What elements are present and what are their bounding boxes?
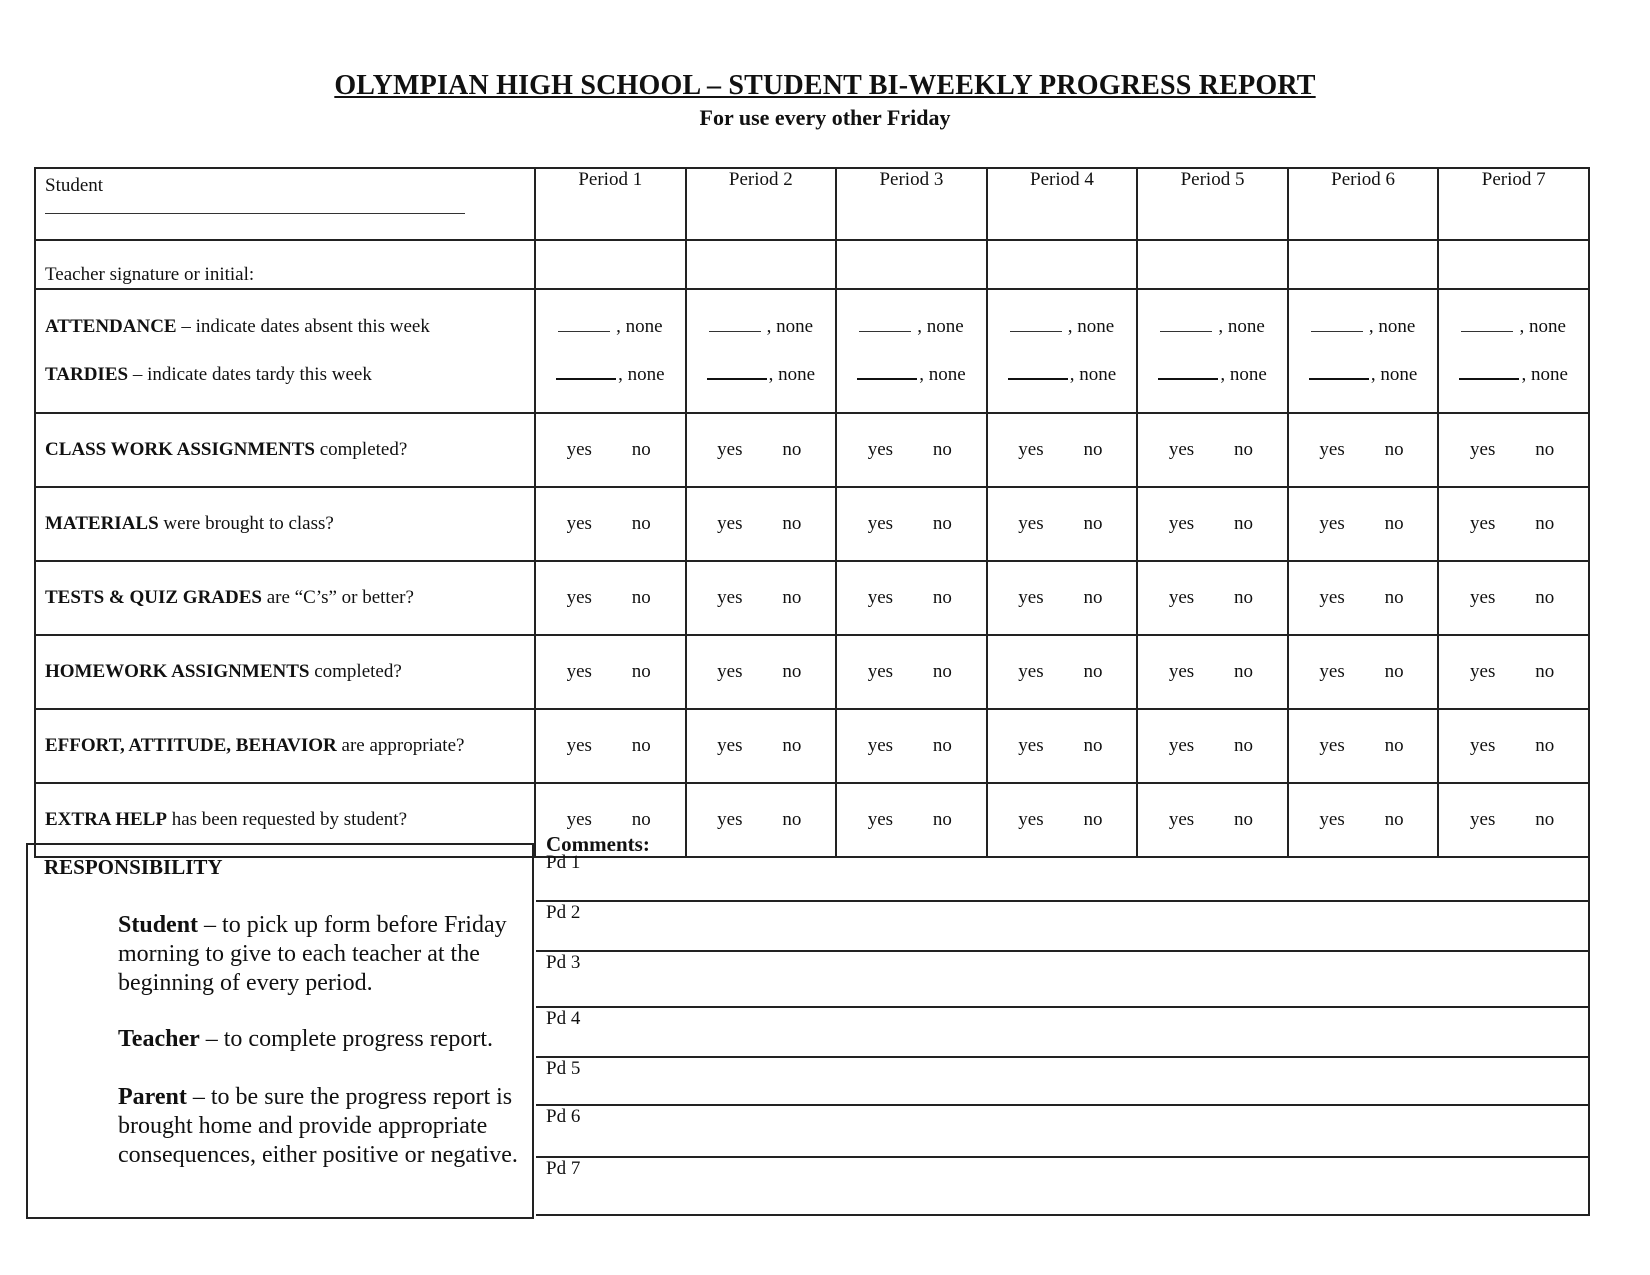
criteria-label: HOMEWORK ASSIGNMENTS completed?: [35, 635, 535, 709]
yes-option[interactable]: yes: [717, 513, 743, 534]
yes-no-cell: [535, 413, 686, 487]
no-option[interactable]: no: [1384, 809, 1404, 830]
yes-option[interactable]: yes: [1319, 809, 1345, 830]
yes-option[interactable]: yes: [1168, 661, 1195, 682]
no-option[interactable]: no: [782, 661, 802, 682]
comment-period-label: Pd 4: [546, 1008, 581, 1029]
yes-no-cell: [1438, 561, 1589, 635]
comment-row[interactable]: [536, 1058, 1590, 1106]
yes-no-cell: [535, 635, 686, 709]
comment-period-label: Pd 1: [546, 852, 581, 873]
responsibility-box: [26, 843, 534, 1219]
period-header: Period 7: [1438, 168, 1589, 240]
no-option[interactable]: no: [932, 439, 952, 460]
yes-no-cell: [836, 709, 987, 783]
yes-option[interactable]: yes: [1018, 439, 1044, 460]
signature-field[interactable]: [1137, 240, 1288, 289]
yes-no-cell: [1438, 487, 1589, 561]
no-option[interactable]: no: [1234, 587, 1254, 608]
criteria-label: EXTRA HELP has been requested by student?: [35, 783, 535, 857]
comments-section: [536, 828, 1590, 1216]
attendance-cell: , none , none: [686, 289, 837, 413]
yes-no-cell: [1288, 487, 1439, 561]
yes-no-cell: [987, 413, 1138, 487]
yes-no-cell: [1288, 709, 1439, 783]
attendance-cell: , none , none: [1288, 289, 1439, 413]
yes-option[interactable]: yes: [1168, 587, 1195, 608]
period-header: Period 3: [836, 168, 987, 240]
yes-no-cell: [1137, 487, 1288, 561]
no-option[interactable]: no: [932, 809, 952, 830]
yes-option[interactable]: yes: [566, 735, 592, 756]
yes-option[interactable]: yes: [1168, 513, 1195, 534]
no-option[interactable]: no: [1384, 439, 1404, 460]
yes-no-cell: [987, 561, 1138, 635]
tardy-dates-field[interactable]: [556, 377, 616, 380]
yes-no-cell: [836, 635, 987, 709]
comment-row[interactable]: [536, 1158, 1590, 1214]
yes-no-cell: [686, 709, 837, 783]
no-option[interactable]: no: [782, 809, 802, 830]
student-label: Student: [45, 175, 104, 196]
yes-option[interactable]: yes: [1470, 735, 1496, 756]
yes-no-cell: [987, 635, 1138, 709]
yes-option[interactable]: yes: [566, 809, 592, 830]
no-option[interactable]: no: [1083, 513, 1103, 534]
no-option[interactable]: no: [932, 661, 952, 682]
criteria-label: MATERIALS were brought to class?: [35, 487, 535, 561]
yes-option[interactable]: yes: [867, 661, 894, 682]
yes-option[interactable]: yes: [867, 809, 894, 830]
criteria-row: [35, 709, 1589, 783]
no-option[interactable]: no: [1234, 661, 1254, 682]
tardy-dates-field[interactable]: [707, 377, 767, 380]
absent-dates-field[interactable]: [1160, 330, 1212, 332]
report-subtitle: For use every other Friday: [699, 105, 951, 130]
comment-period-label: Pd 6: [546, 1106, 581, 1127]
yes-option[interactable]: yes: [717, 661, 743, 682]
attendance-cell: , none , none: [535, 289, 686, 413]
no-option[interactable]: no: [782, 735, 802, 756]
student-responsibility: Student – to pick up form before Friday morning to give to each teacher at the beginning of every period.: [118, 912, 507, 996]
yes-no-cell: [535, 561, 686, 635]
comment-period-label: Pd 2: [546, 902, 581, 923]
criteria-row: [35, 487, 1589, 561]
absent-dates-field[interactable]: [859, 330, 911, 332]
teacher-responsibility: Teacher – to complete progress report.: [118, 1026, 494, 1052]
no-option[interactable]: no: [1083, 809, 1103, 830]
no-option[interactable]: no: [1234, 513, 1254, 534]
yes-no-cell: [836, 413, 987, 487]
attendance-cell: , none , none: [987, 289, 1138, 413]
yes-option[interactable]: yes: [1319, 661, 1345, 682]
criteria-body: [35, 413, 1589, 857]
yes-option[interactable]: yes: [566, 439, 592, 460]
signature-field[interactable]: [535, 240, 686, 289]
yes-option[interactable]: yes: [1168, 439, 1195, 460]
yes-no-cell: [1438, 709, 1589, 783]
comment-period-label: Pd 7: [546, 1158, 581, 1179]
yes-option[interactable]: yes: [867, 735, 894, 756]
yes-option[interactable]: yes: [1470, 439, 1496, 460]
attendance-label: ATTENDANCE – indicate dates absent this week: [45, 316, 430, 337]
tardies-label: TARDIES – indicate dates tardy this week: [45, 364, 372, 385]
comment-row[interactable]: [536, 1106, 1590, 1158]
no-option[interactable]: no: [782, 587, 802, 608]
attendance-cell: , none , none: [1438, 289, 1589, 413]
yes-no-cell: [686, 487, 837, 561]
criteria-row: [35, 561, 1589, 635]
no-option[interactable]: no: [631, 513, 651, 534]
no-option[interactable]: no: [1083, 735, 1103, 756]
yes-option[interactable]: yes: [717, 809, 743, 830]
no-option[interactable]: no: [1384, 587, 1404, 608]
yes-no-cell: [535, 487, 686, 561]
comment-period-label: Pd 5: [546, 1058, 581, 1079]
signature-row: [35, 240, 1589, 289]
responsibility-title: RESPONSIBILITY: [44, 855, 223, 879]
no-option[interactable]: no: [932, 735, 952, 756]
period-header: Period 2: [686, 168, 837, 240]
signature-field[interactable]: [1438, 240, 1589, 289]
no-option[interactable]: no: [1083, 661, 1103, 682]
no-option[interactable]: no: [1535, 809, 1555, 830]
yes-no-cell: [535, 709, 686, 783]
attendance-row: [35, 289, 1589, 413]
absent-dates-field[interactable]: [1311, 330, 1363, 332]
yes-no-cell: [987, 487, 1138, 561]
yes-option[interactable]: yes: [1470, 809, 1496, 830]
tardy-dates-field[interactable]: [1459, 377, 1519, 380]
no-option[interactable]: no: [1083, 439, 1103, 460]
absent-dates-field[interactable]: [1010, 330, 1062, 332]
yes-option[interactable]: yes: [1018, 735, 1044, 756]
comment-row[interactable]: [536, 902, 1590, 952]
signature-label: Teacher signature or initial:: [35, 240, 535, 289]
yes-option[interactable]: yes: [566, 661, 592, 682]
no-option[interactable]: no: [1535, 513, 1555, 534]
yes-option[interactable]: yes: [867, 439, 894, 460]
signature-field[interactable]: [987, 240, 1138, 289]
no-option[interactable]: no: [1234, 439, 1254, 460]
criteria-row: [35, 635, 1589, 709]
absent-dates-field[interactable]: [709, 330, 761, 332]
no-option[interactable]: no: [932, 587, 952, 608]
yes-option[interactable]: yes: [867, 513, 894, 534]
yes-option[interactable]: yes: [1018, 587, 1044, 608]
no-option[interactable]: no: [631, 809, 651, 830]
absent-dates-field[interactable]: [558, 330, 610, 332]
yes-no-cell: [836, 561, 987, 635]
no-option[interactable]: no: [631, 661, 651, 682]
no-option[interactable]: no: [1384, 661, 1404, 682]
signature-field[interactable]: [686, 240, 837, 289]
yes-no-cell: [686, 635, 837, 709]
yes-option[interactable]: yes: [1018, 661, 1044, 682]
attendance-cell: , none , none: [1137, 289, 1288, 413]
header-row: [35, 168, 1589, 240]
tardy-dates-field[interactable]: [1158, 377, 1218, 380]
yes-option[interactable]: yes: [867, 587, 894, 608]
yes-option[interactable]: yes: [1168, 735, 1195, 756]
criteria-label: CLASS WORK ASSIGNMENTS completed?: [35, 413, 535, 487]
yes-option[interactable]: yes: [1470, 513, 1496, 534]
comment-row[interactable]: [536, 1008, 1590, 1058]
yes-option[interactable]: yes: [1319, 439, 1345, 460]
period-header: Period 5: [1137, 168, 1288, 240]
yes-no-cell: [1438, 635, 1589, 709]
student-name-field[interactable]: [35, 168, 535, 240]
attendance-label-cell: [35, 289, 535, 413]
yes-option[interactable]: yes: [1168, 809, 1195, 830]
signature-field[interactable]: [1288, 240, 1439, 289]
period-header: Period 1: [535, 168, 686, 240]
yes-no-cell: [1137, 709, 1288, 783]
comments-title: Comments:: [546, 832, 650, 856]
yes-no-cell: [1438, 413, 1589, 487]
no-option[interactable]: no: [1234, 735, 1254, 756]
attendance-cell: , none , none: [836, 289, 987, 413]
comment-row[interactable]: [536, 952, 1590, 1008]
period-header: Period 6: [1288, 168, 1439, 240]
tardy-dates-field[interactable]: [1008, 377, 1068, 380]
no-option[interactable]: no: [1535, 587, 1555, 608]
comment-row[interactable]: [536, 852, 1590, 902]
no-option[interactable]: no: [1083, 587, 1103, 608]
yes-no-cell: [686, 561, 837, 635]
yes-no-cell: [836, 487, 987, 561]
yes-option[interactable]: yes: [1470, 661, 1496, 682]
yes-option[interactable]: yes: [1018, 513, 1044, 534]
no-option[interactable]: no: [782, 439, 802, 460]
yes-option[interactable]: yes: [566, 587, 592, 608]
yes-no-cell: [987, 709, 1138, 783]
yes-option[interactable]: yes: [717, 587, 743, 608]
yes-no-cell: [1288, 635, 1439, 709]
yes-option[interactable]: yes: [1319, 513, 1345, 534]
no-option[interactable]: no: [1384, 513, 1404, 534]
yes-option[interactable]: yes: [566, 513, 592, 534]
yes-option[interactable]: yes: [717, 439, 743, 460]
comment-period-label: Pd 3: [546, 952, 581, 973]
yes-option[interactable]: yes: [1319, 587, 1345, 608]
yes-no-cell: [1137, 413, 1288, 487]
tardy-dates-field[interactable]: [857, 377, 917, 380]
no-option[interactable]: no: [1234, 809, 1254, 830]
absent-dates-field[interactable]: [1461, 330, 1513, 332]
yes-no-cell: [1288, 561, 1439, 635]
no-option[interactable]: no: [1384, 735, 1404, 756]
criteria-label: EFFORT, ATTITUDE, BEHAVIOR are appropriate?: [35, 709, 535, 783]
no-option[interactable]: no: [1535, 735, 1555, 756]
parent-responsibility: Parent – to be sure the progress report is brought home and provide appropriate consequences, either positive or negative.: [118, 1084, 518, 1168]
no-option[interactable]: no: [631, 587, 651, 608]
no-option[interactable]: no: [1535, 661, 1555, 682]
tardy-dates-field[interactable]: [1309, 377, 1369, 380]
yes-option[interactable]: yes: [1319, 735, 1345, 756]
no-option[interactable]: no: [631, 735, 651, 756]
progress-table: [34, 167, 1590, 858]
yes-no-cell: [1137, 561, 1288, 635]
yes-option[interactable]: yes: [1018, 809, 1044, 830]
student-name-line[interactable]: [45, 203, 465, 214]
yes-option[interactable]: yes: [1470, 587, 1496, 608]
no-option[interactable]: no: [631, 439, 651, 460]
yes-no-cell: [1288, 413, 1439, 487]
report-title: OLYMPIAN HIGH SCHOOL – STUDENT BI-WEEKLY PROGRESS REPORT: [334, 70, 1316, 101]
yes-no-cell: [1137, 635, 1288, 709]
no-option[interactable]: no: [1535, 439, 1555, 460]
signature-field[interactable]: [836, 240, 987, 289]
criteria-row: [35, 413, 1589, 487]
criteria-label: TESTS & QUIZ GRADES are “C’s” or better?: [35, 561, 535, 635]
yes-option[interactable]: yes: [717, 735, 743, 756]
no-option[interactable]: no: [932, 513, 952, 534]
no-option[interactable]: no: [782, 513, 802, 534]
yes-no-cell: [686, 413, 837, 487]
period-header: Period 4: [987, 168, 1138, 240]
